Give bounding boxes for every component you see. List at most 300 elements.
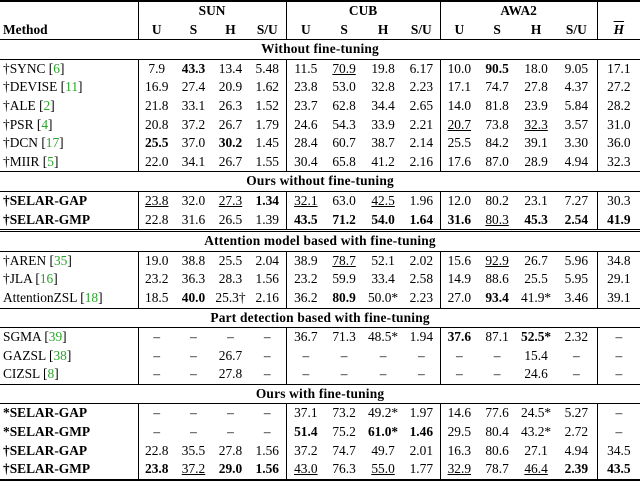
value-cell <box>175 270 212 289</box>
value-cell <box>138 404 175 423</box>
value-text: 16.3 <box>447 442 472 458</box>
value-cell <box>363 328 403 347</box>
value-text: 25.5 <box>145 135 169 151</box>
value-text: 80.3 <box>485 211 509 227</box>
value-cell <box>175 460 212 480</box>
value-text: – <box>417 347 425 363</box>
value-cell <box>556 134 597 153</box>
section-title: Attention model based with fine-tuning <box>0 231 640 252</box>
value-cell <box>286 116 325 135</box>
value-text: 30.3 <box>607 192 631 208</box>
value-cell <box>478 404 516 423</box>
section-header-row <box>0 308 640 328</box>
value-text: 24.5* <box>521 405 552 421</box>
method-cell: GAZSL [38] <box>0 347 138 366</box>
value-cell <box>286 251 325 270</box>
value-cell <box>363 59 403 78</box>
value-cell <box>597 423 640 442</box>
value-text: 26.3 <box>218 97 243 113</box>
value-cell <box>138 423 175 442</box>
value-text: 3.30 <box>564 135 589 151</box>
value-text: 76.3 <box>332 461 356 477</box>
value-cell <box>286 289 325 308</box>
value-cell <box>138 442 175 461</box>
citation-link[interactable]: 16 <box>39 271 54 287</box>
value-cell <box>363 270 403 289</box>
value-text: 5.48 <box>255 60 279 76</box>
value-cell <box>440 211 478 231</box>
value-text: 18.0 <box>524 60 548 76</box>
value-text: 14.9 <box>447 271 472 287</box>
section-header-row <box>0 384 640 404</box>
value-text: – <box>263 424 271 440</box>
value-cell <box>175 404 212 423</box>
value-text: 1.52 <box>255 97 279 113</box>
value-text: 63.0 <box>332 192 356 208</box>
value-text: 73.2 <box>332 405 356 421</box>
section-header-row <box>0 172 640 192</box>
value-text: 29.0 <box>218 461 243 477</box>
value-text: 33.9 <box>371 116 395 132</box>
table-row <box>0 423 640 442</box>
value-text: 22.8 <box>145 211 169 227</box>
value-cell <box>363 78 403 97</box>
value-text: 23.2 <box>145 271 169 287</box>
value-cell <box>286 59 325 78</box>
value-cell <box>556 423 597 442</box>
value-cell <box>249 251 286 270</box>
method-name: †SELAR-GMP <box>3 461 91 477</box>
value-cell <box>325 442 363 461</box>
value-cell <box>249 423 286 442</box>
value-text: 78.7 <box>332 252 356 268</box>
table-row <box>0 289 640 308</box>
value-cell <box>478 270 516 289</box>
metric-header-u: U <box>138 21 175 40</box>
metric-header-h: H <box>212 21 249 40</box>
value-text: – <box>615 347 623 363</box>
value-text: 1.97 <box>409 405 434 421</box>
value-text: 23.9 <box>524 97 548 113</box>
value-text: – <box>455 366 463 382</box>
citation-link[interactable]: 5 <box>47 153 54 169</box>
value-text: 2.32 <box>564 329 589 345</box>
value-text: 5.84 <box>564 97 589 113</box>
method-header: Method <box>0 21 138 40</box>
value-cell <box>138 270 175 289</box>
value-cell <box>516 59 556 78</box>
header-empty-right <box>597 1 640 21</box>
value-cell <box>249 78 286 97</box>
method-cell: †SYNC [6] <box>0 59 138 78</box>
value-cell <box>325 211 363 231</box>
value-text: – <box>302 366 310 382</box>
value-text: 11.5 <box>294 60 318 76</box>
value-text: 27.2 <box>607 79 631 95</box>
value-cell <box>597 191 640 210</box>
value-cell <box>212 211 249 231</box>
value-cell <box>325 153 363 172</box>
citation-link[interactable]: 18 <box>84 289 99 305</box>
value-cell <box>212 97 249 116</box>
value-text: – <box>190 329 197 345</box>
value-cell <box>597 251 640 270</box>
value-cell <box>556 59 597 78</box>
value-text: 2.02 <box>409 252 434 268</box>
value-cell <box>556 116 597 135</box>
value-text: 13.4 <box>218 60 243 76</box>
section-header-row <box>0 40 640 60</box>
value-text: – <box>190 347 197 363</box>
value-text: 2.58 <box>409 271 434 287</box>
value-cell <box>138 251 175 270</box>
value-cell <box>249 328 286 347</box>
value-cell <box>440 78 478 97</box>
value-text: 26.7 <box>218 116 243 132</box>
value-cell <box>363 116 403 135</box>
value-text: 20.8 <box>145 116 169 132</box>
value-text: – <box>455 347 463 363</box>
value-cell <box>325 134 363 153</box>
citation-link[interactable]: 8 <box>47 366 55 382</box>
value-text: – <box>153 424 161 440</box>
dataset-header-awa2: AWA2 <box>440 1 597 21</box>
value-text: 41.2 <box>371 153 395 169</box>
value-text: 1.64 <box>409 211 434 227</box>
value-cell <box>175 211 212 231</box>
value-cell <box>597 153 640 172</box>
citation-link[interactable]: 4 <box>41 116 49 132</box>
value-text: – <box>493 347 501 363</box>
value-text: 23.8 <box>294 79 318 95</box>
value-cell <box>325 78 363 97</box>
value-text: 65.8 <box>332 153 356 169</box>
method-name: †MIIR <box>3 153 40 169</box>
value-cell <box>556 78 597 97</box>
value-text: – <box>572 347 580 363</box>
value-cell <box>516 442 556 461</box>
value-cell <box>363 289 403 308</box>
value-text: 27.0 <box>447 289 472 305</box>
value-text: 31.6 <box>447 211 472 227</box>
value-cell <box>403 270 440 289</box>
value-text: 22.0 <box>145 153 169 169</box>
value-cell <box>175 116 212 135</box>
value-cell <box>403 423 440 442</box>
value-text: 48.5* <box>367 329 399 345</box>
value-text: 93.4 <box>485 289 509 305</box>
value-text: 32.0 <box>181 192 206 208</box>
value-cell <box>138 116 175 135</box>
value-cell <box>325 191 363 210</box>
value-text: 26.7 <box>524 252 548 268</box>
dataset-header-cub: CUB <box>286 1 440 21</box>
value-cell <box>597 270 640 289</box>
value-text: 25.5 <box>524 271 548 287</box>
value-text: 38.9 <box>294 252 318 268</box>
metric-header-h: H <box>363 21 403 40</box>
value-cell <box>138 134 175 153</box>
value-cell <box>175 365 212 384</box>
value-cell <box>325 97 363 116</box>
value-text: 26.7 <box>218 347 243 363</box>
value-cell <box>597 116 640 135</box>
value-text: 70.9 <box>332 60 356 76</box>
value-text: 51.4 <box>294 424 318 440</box>
value-cell <box>249 211 286 231</box>
value-cell <box>597 134 640 153</box>
value-cell <box>403 328 440 347</box>
value-text: 54.0 <box>371 211 395 227</box>
value-text: – <box>153 347 161 363</box>
value-cell <box>403 59 440 78</box>
method-name: *SELAR-GAP <box>3 405 88 421</box>
value-text: 87.0 <box>485 153 509 169</box>
value-text: 2.14 <box>409 135 434 151</box>
value-cell <box>516 404 556 423</box>
value-cell <box>478 251 516 270</box>
value-text: 34.4 <box>371 97 395 113</box>
value-cell <box>478 153 516 172</box>
value-cell <box>440 153 478 172</box>
value-text: 1.55 <box>255 153 279 169</box>
value-text: 88.6 <box>485 271 509 287</box>
citation-link[interactable]: 38 <box>53 347 67 363</box>
value-cell <box>212 59 249 78</box>
value-cell <box>175 251 212 270</box>
value-text: 78.7 <box>485 461 509 477</box>
value-text: 18.5 <box>145 289 169 305</box>
value-text: 27.3 <box>218 192 243 208</box>
value-text: – <box>572 366 580 382</box>
citation-link[interactable]: 11 <box>65 79 79 95</box>
value-cell <box>478 365 516 384</box>
method-name: †SELAR-GAP <box>3 192 88 208</box>
value-cell <box>403 442 440 461</box>
value-text: 28.2 <box>607 97 631 113</box>
table-row <box>0 251 640 270</box>
value-text: 30.4 <box>294 153 318 169</box>
value-text: 43.5 <box>607 461 631 477</box>
method-cell <box>0 211 138 231</box>
value-text: 1.45 <box>255 135 279 151</box>
method-cell: CIZSL [8] <box>0 365 138 384</box>
method-cell: †PSR [4] <box>0 116 138 135</box>
value-text: 20.9 <box>218 79 243 95</box>
method-cell: †ALE [2] <box>0 97 138 116</box>
value-cell <box>212 404 249 423</box>
value-text: 71.2 <box>332 211 356 227</box>
value-text: 75.2 <box>332 424 356 440</box>
value-text: 24.6 <box>524 366 548 382</box>
value-text: 9.05 <box>564 60 589 76</box>
value-cell <box>175 423 212 442</box>
value-cell <box>138 153 175 172</box>
value-text: 1.77 <box>409 461 434 477</box>
value-text: – <box>263 405 271 421</box>
value-cell <box>556 404 597 423</box>
value-cell <box>363 153 403 172</box>
value-text: 31.6 <box>181 211 206 227</box>
value-cell <box>597 97 640 116</box>
value-cell <box>325 460 363 480</box>
value-cell <box>325 365 363 384</box>
value-text: – <box>227 329 234 345</box>
value-cell <box>212 153 249 172</box>
table-row <box>0 347 640 366</box>
value-text: 2.23 <box>409 289 434 305</box>
citation-link[interactable]: 39 <box>48 329 63 345</box>
value-cell <box>516 251 556 270</box>
value-cell <box>325 404 363 423</box>
value-cell <box>556 270 597 289</box>
value-cell <box>556 347 597 366</box>
value-text: – <box>153 405 161 421</box>
value-text: 1.96 <box>409 192 434 208</box>
method-name: †SYNC <box>3 60 46 76</box>
value-cell <box>478 191 516 210</box>
value-cell <box>556 97 597 116</box>
value-cell <box>138 365 175 384</box>
value-text: 3.46 <box>564 289 589 305</box>
value-text: 2.23 <box>409 79 434 95</box>
table-row <box>0 404 640 423</box>
value-text: 7.27 <box>564 192 589 208</box>
value-text: – <box>615 366 623 382</box>
value-cell <box>363 97 403 116</box>
value-text: 16.9 <box>145 79 169 95</box>
value-cell <box>212 347 249 366</box>
value-cell <box>440 460 478 480</box>
value-cell <box>286 347 325 366</box>
value-cell <box>175 347 212 366</box>
value-cell <box>212 442 249 461</box>
method-cell: †DEVISE [11] <box>0 78 138 97</box>
citation-link[interactable]: 2 <box>43 97 51 113</box>
method-cell <box>0 423 138 442</box>
method-name: †JLA <box>3 271 33 287</box>
value-cell <box>212 460 249 480</box>
method-name: GAZSL <box>3 347 46 363</box>
value-cell <box>597 328 640 347</box>
value-text: 60.7 <box>332 135 356 151</box>
value-text: 22.8 <box>145 442 169 458</box>
value-cell <box>325 423 363 442</box>
value-text: 37.0 <box>181 135 206 151</box>
value-cell <box>212 365 249 384</box>
value-text: 37.2 <box>294 442 318 458</box>
value-cell <box>363 134 403 153</box>
value-cell <box>440 251 478 270</box>
value-cell <box>440 328 478 347</box>
value-cell <box>325 59 363 78</box>
value-cell <box>478 116 516 135</box>
value-cell <box>516 289 556 308</box>
value-text: 1.56 <box>255 271 279 287</box>
value-cell <box>440 365 478 384</box>
value-cell <box>403 404 440 423</box>
value-cell <box>249 134 286 153</box>
value-text: 19.8 <box>371 60 395 76</box>
value-cell <box>478 211 516 231</box>
value-cell <box>597 289 640 308</box>
value-text: – <box>615 424 623 440</box>
value-cell <box>516 78 556 97</box>
value-text: 21.8 <box>145 97 169 113</box>
value-cell <box>286 191 325 210</box>
value-cell <box>597 59 640 78</box>
value-text: 25.5 <box>447 135 472 151</box>
section-header-row <box>0 231 640 252</box>
value-cell <box>212 116 249 135</box>
value-text: – <box>615 329 623 345</box>
value-text: 6.17 <box>409 60 434 76</box>
table-row <box>0 442 640 461</box>
value-text: 28.4 <box>294 135 318 151</box>
value-cell <box>286 423 325 442</box>
value-cell <box>403 78 440 97</box>
value-text: 41.9* <box>521 289 552 305</box>
value-cell <box>363 347 403 366</box>
value-text: 80.9 <box>332 289 356 305</box>
value-text: 33.1 <box>181 97 206 113</box>
value-text: – <box>153 366 161 382</box>
value-text: 90.5 <box>485 60 509 76</box>
value-text: 1.46 <box>409 424 434 440</box>
method-cell <box>0 404 138 423</box>
value-cell <box>249 153 286 172</box>
value-cell <box>286 153 325 172</box>
value-cell <box>212 270 249 289</box>
value-text: 31.0 <box>607 116 631 132</box>
value-cell <box>403 191 440 210</box>
value-cell <box>175 442 212 461</box>
metric-header-s-u: S/U <box>249 21 286 40</box>
value-text: 23.2 <box>294 271 318 287</box>
value-text: 30.2 <box>218 135 243 151</box>
value-text: 37.2 <box>181 116 206 132</box>
value-text: 7.9 <box>148 60 166 76</box>
method-cell <box>0 460 138 480</box>
method-name: †PSR <box>3 116 34 132</box>
citation-link[interactable]: 35 <box>53 252 68 268</box>
value-cell <box>175 289 212 308</box>
value-cell <box>325 289 363 308</box>
value-cell <box>175 153 212 172</box>
metric-header-s-u: S/U <box>403 21 440 40</box>
value-text: 14.0 <box>447 97 472 113</box>
value-text: 2.21 <box>409 116 434 132</box>
value-text: 20.7 <box>447 116 472 132</box>
value-cell <box>516 134 556 153</box>
method-name: †AREN <box>3 252 47 268</box>
value-cell <box>440 97 478 116</box>
value-text: 19.0 <box>145 252 169 268</box>
section-title: Part detection based with fine-tuning <box>0 308 640 328</box>
value-cell <box>403 347 440 366</box>
value-text: 43.3 <box>181 60 206 76</box>
value-text: 27.8 <box>524 79 548 95</box>
value-cell <box>403 97 440 116</box>
value-cell <box>556 442 597 461</box>
citation-link[interactable]: 17 <box>45 135 60 151</box>
value-text: 24.6 <box>294 116 318 132</box>
metric-header-s: S <box>175 21 212 40</box>
citation-link[interactable]: 6 <box>53 60 60 76</box>
method-cell <box>0 442 138 461</box>
value-cell <box>363 423 403 442</box>
metric-header-s: S <box>478 21 516 40</box>
